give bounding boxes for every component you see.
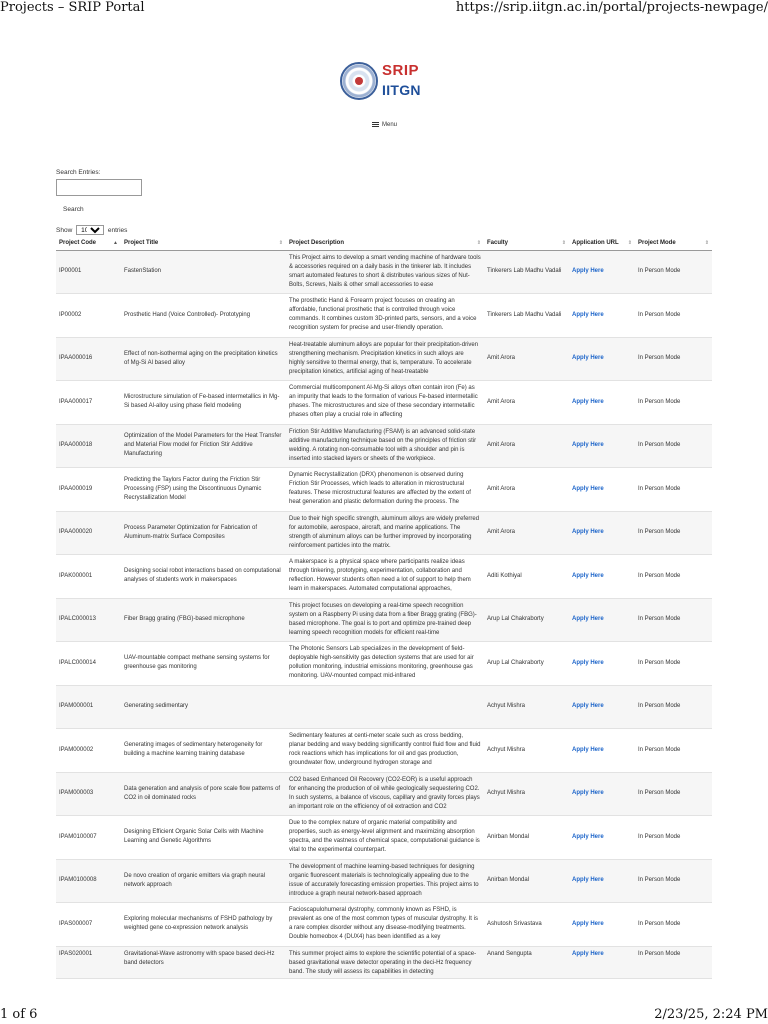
page-title: Projects – SRIP Portal — [0, 0, 145, 15]
column-header-label: Faculty — [487, 239, 509, 246]
column-header-url[interactable] — [569, 236, 635, 250]
table-row — [56, 642, 712, 686]
cell-project-title: Generating images of sedimentary heterogeneity for building a machine learning training database — [121, 729, 286, 773]
cell-project-code: IPAA000017 — [56, 381, 121, 425]
column-header-label: Project Title — [124, 239, 159, 246]
description-text: CO2 based Enhanced Oil Recovery (CO2-EOR) is a useful approach for enhancing the production of oil while geologically sequestering CO2. In such systems, a balance of viscous, capillary and gravity forces plays an important role on the efficiency of oil extraction and CO2 — [289, 776, 480, 810]
cell-project-title: Optimization of the Model Parameters for the Heat Transfer and Material Flow model for Friction Stir Additive Manufacturing — [121, 424, 286, 468]
column-header-label: Project Mode — [638, 239, 676, 246]
cell-faculty: Ashutosh Srivastava — [484, 903, 569, 947]
cell-faculty: Amit Arora — [484, 511, 569, 555]
table-row — [56, 903, 712, 947]
cell-faculty: Aditi Kothiyal — [484, 555, 569, 599]
cell-project-mode: In Person Mode — [635, 250, 712, 294]
cell-project-mode: In Person Mode — [635, 642, 712, 686]
cell-project-code: IP00001 — [56, 250, 121, 294]
cell-application-url — [569, 555, 635, 599]
table-row — [56, 772, 712, 816]
cell-project-mode: In Person Mode — [635, 511, 712, 555]
cell-faculty: Arup Lal Chakraborty — [484, 642, 569, 686]
description-text: This Project aims to develop a smart vending machine of hardware tools & accessories required on a daily basis in the tinkerer lab. It includes smart automated features to short & distributes various sizes of Nut-Bolts, Screws, Nails & other small accessories to ease — [289, 254, 481, 288]
cell-project-title: Exploring molecular mechanisms of FSHD pathology by weighted gene co-expression network analysis — [121, 903, 286, 947]
cell-project-mode: In Person Mode — [635, 598, 712, 642]
cell-faculty: Amit Arora — [484, 381, 569, 425]
cell-project-mode: In Person Mode — [635, 555, 712, 599]
column-header-description[interactable] — [286, 236, 484, 250]
search-input[interactable] — [56, 179, 142, 196]
table-row — [56, 424, 712, 468]
cell-project-description — [286, 381, 484, 425]
cell-project-mode: In Person Mode — [635, 816, 712, 860]
cell-project-mode: In Person Mode — [635, 381, 712, 425]
cell-application-url — [569, 903, 635, 947]
print-datetime: 2/23/25, 2:24 PM — [654, 1007, 768, 1022]
cell-faculty: Achyut Mishra — [484, 685, 569, 729]
cell-project-code: IPAM000001 — [56, 685, 121, 729]
cell-faculty: Amit Arora — [484, 337, 569, 381]
cell-project-title: Gravitational-Wave astronomy with space based deci-Hz band detectors — [121, 946, 286, 978]
table-row — [56, 511, 712, 555]
apply-here-link[interactable]: Apply Here — [572, 268, 604, 275]
cell-project-mode: In Person Mode — [635, 946, 712, 978]
table-row — [56, 946, 712, 978]
apply-here-link[interactable]: Apply Here — [572, 703, 604, 710]
cell-project-description — [286, 468, 484, 512]
description-text: This summer project aims to explore the scientific potential of a space-based gravitational wave detector operating in the deci-Hz frequency band. The study will assess its capabilities in detecting — [289, 950, 477, 975]
cell-project-mode: In Person Mode — [635, 337, 712, 381]
sort-icon: ⇕ — [278, 240, 283, 246]
cell-project-title: Designing Efficient Organic Solar Cells with Machine Learning and Genetic Algorithms — [121, 816, 286, 860]
menu-label: Menu — [382, 122, 398, 129]
cell-project-description — [286, 424, 484, 468]
cell-project-code: IPAM0100008 — [56, 859, 121, 903]
apply-here-link[interactable]: Apply Here — [572, 616, 604, 623]
cell-project-title: Effect of non-isothermal aging on the precipitation kinetics of Mg-Si Al based alloy — [121, 337, 286, 381]
menu-toggle[interactable] — [372, 122, 397, 128]
cell-project-title: Fiber Bragg grating (FBG)-based microphone — [121, 598, 286, 642]
table-row — [56, 294, 712, 338]
cell-project-code: IPAS000007 — [56, 903, 121, 947]
table-body — [56, 250, 712, 978]
cell-project-title: De novo creation of organic emitters via graph neural network approach — [121, 859, 286, 903]
column-header-faculty[interactable] — [484, 236, 569, 250]
cell-project-description — [286, 555, 484, 599]
cell-project-code: IPALC000013 — [56, 598, 121, 642]
cell-project-mode: In Person Mode — [635, 424, 712, 468]
cell-project-description — [286, 859, 484, 903]
entries-length-control — [56, 225, 127, 236]
sort-icon: ⇕ — [627, 240, 632, 246]
page-number: 1 of 6 — [0, 1007, 38, 1022]
description-text: Dynamic Recrystallization (DRX) phenomenon is observed during Friction Stir Processes, which leads to alteration in microstructural features. These microstructural features are affected by the extent of heat generation and plastic deformation during the process. The — [289, 472, 471, 506]
table-row — [56, 337, 712, 381]
sort-icon: ⇕ — [476, 240, 481, 246]
cell-project-title: FastenStation — [121, 250, 286, 294]
apply-here-link[interactable]: Apply Here — [572, 746, 604, 753]
search-button[interactable]: Search — [56, 202, 90, 216]
column-header-label: Project Description — [289, 239, 345, 246]
cell-application-url — [569, 424, 635, 468]
description-text: Due to their high specific strength, aluminum alloys are widely preferred for automobile, aerospace, aircraft, and marine applications. The strength of aluminum alloys can be further improved by incorporating reinforcement particles into the matrix. — [289, 515, 480, 549]
description-text: Heat-treatable aluminum alloys are popular for their precipitation-driven strengthening mechanism. Precipitation kinetics in such alloys are highly sensitive to thermal energy, that is, temperature. To accelerate precipitation kinetics, artificial aging of heat-treatable — [289, 341, 479, 375]
table-row — [56, 729, 712, 773]
cell-application-url — [569, 816, 635, 860]
cell-project-description — [286, 816, 484, 860]
cell-project-mode: In Person Mode — [635, 729, 712, 773]
table-row — [56, 555, 712, 599]
cell-project-title: Designing social robot interactions based on computational analyses of students work in makerspaces — [121, 555, 286, 599]
cell-project-mode: In Person Mode — [635, 859, 712, 903]
cell-project-description — [286, 772, 484, 816]
cell-project-code: IPAA000018 — [56, 424, 121, 468]
table-row — [56, 598, 712, 642]
apply-here-link[interactable]: Apply Here — [572, 920, 604, 927]
description-text: Due to the complex nature of organic material compatibility and properties, such as energy-level alignment and maximizing absorption spectra, and the vastness of chemical space, computational guidance is vital to the experimental counterpart. — [289, 820, 480, 854]
table-header-row — [56, 236, 712, 250]
cell-application-url — [569, 859, 635, 903]
page-url: https://srip.iitgn.ac.in/portal/projects-newpage/ — [455, 0, 768, 15]
description-text: The development of machine learning-based techniques for designing organic fluorescent materials is technologically appealing due to the issue of accurately forecasting emission properties. This project aims to introduce a graph neural network-based approach — [289, 863, 479, 897]
search-label: Search Entries: — [56, 169, 101, 176]
cell-application-url — [569, 642, 635, 686]
apply-here-link[interactable]: Apply Here — [572, 833, 604, 840]
cell-project-code: IPAS020001 — [56, 946, 121, 978]
entries-select[interactable] — [76, 225, 104, 235]
description-text: This project focuses on developing a real-time speech recognition system on a Raspberry Pi using data from a fiber Bragg grating (FBG)-based microphone. The goal is to port and optimize pre-trained deep learning speech recognition models for efficient real-time — [289, 602, 477, 636]
cell-application-url — [569, 511, 635, 555]
cell-project-code: IPAA000016 — [56, 337, 121, 381]
cell-project-mode: In Person Mode — [635, 468, 712, 512]
sort-icon: ⇕ — [704, 240, 709, 246]
apply-here-link[interactable]: Apply Here — [572, 311, 604, 318]
cell-faculty: Tinkerers Lab Madhu Vadali — [484, 250, 569, 294]
cell-faculty: Amit Arora — [484, 468, 569, 512]
table-row — [56, 381, 712, 425]
cell-project-title: Predicting the Taylors Factor during the Friction Stir Processing (FSP) using the Discontinuous Dynamic Recrystallization Model — [121, 468, 286, 512]
cell-project-title: Generating sedimentary — [121, 685, 286, 729]
cell-application-url — [569, 294, 635, 338]
column-header-title[interactable] — [121, 236, 286, 250]
cell-project-description — [286, 294, 484, 338]
table-row — [56, 859, 712, 903]
cell-project-mode: In Person Mode — [635, 685, 712, 729]
cell-project-title: UAV-mountable compact methane sensing systems for greenhouse gas monitoring — [121, 642, 286, 686]
cell-faculty: Achyut Mishra — [484, 772, 569, 816]
description-text: The Photonic Sensors Lab specializes in the development of field-deployable high-sensitivity gas detection systems that are used for air pollution monitoring, industrial emissions monitoring, greenhouse gas monitoring. UAV-mounted compact mid-infrared — [289, 646, 474, 680]
cell-faculty: Anirban Mondal — [484, 859, 569, 903]
apply-here-link[interactable]: Apply Here — [572, 442, 604, 449]
cell-application-url — [569, 337, 635, 381]
cell-project-description — [286, 903, 484, 947]
apply-here-link[interactable]: Apply Here — [572, 355, 604, 362]
apply-here-link[interactable]: Apply Here — [572, 659, 604, 666]
cell-project-code: IPAM0100007 — [56, 816, 121, 860]
cell-project-description — [286, 729, 484, 773]
apply-here-link[interactable]: Apply Here — [572, 790, 604, 797]
cell-faculty: Achyut Mishra — [484, 729, 569, 773]
cell-project-code: IPALC000014 — [56, 642, 121, 686]
cell-application-url — [569, 250, 635, 294]
cell-project-title: Process Parameter Optimization for Fabrication of Aluminum-matrix Surface Composites — [121, 511, 286, 555]
logo-text-iitgn: IITGN — [382, 82, 421, 98]
description-text: The prosthetic Hand & Forearm project focuses on creating an affordable, functional prosthetic that is controlled through voice commands. It combines custom 3D-printed parts, sensors, and a voice recognition system for precise and user-friendly operation. — [289, 298, 477, 332]
cell-project-description — [286, 598, 484, 642]
table-row — [56, 468, 712, 512]
cell-faculty: Anirban Mondal — [484, 816, 569, 860]
cell-application-url — [569, 685, 635, 729]
cell-faculty: Amit Arora — [484, 424, 569, 468]
cell-project-code: IPAA000020 — [56, 511, 121, 555]
sort-icon: ⇕ — [561, 240, 566, 246]
cell-faculty: Tinkerers Lab Madhu Vadali — [484, 294, 569, 338]
cell-project-title: Data generation and analysis of pore scale flow patterns of CO2 in oil dominated rocks — [121, 772, 286, 816]
cell-project-code: IPAM000002 — [56, 729, 121, 773]
cell-project-description — [286, 250, 484, 294]
cell-project-title: Prosthetic Hand (Voice Controlled)- Prototyping — [121, 294, 286, 338]
table-row — [56, 250, 712, 294]
srip-logo[interactable] — [340, 60, 430, 106]
cell-application-url — [569, 381, 635, 425]
show-label: Show — [56, 227, 73, 234]
description-text: Facioscapulohumeral dystrophy, commonly known as FSHD, is prevalent as one of the most common types of muscular dystrophy. It is a rare complex disorder without any disease-modifying treatments. Double homeobox 4 (DUX4) has been identified as a key — [289, 907, 478, 941]
cell-application-url — [569, 598, 635, 642]
cell-faculty: Arup Lal Chakraborty — [484, 598, 569, 642]
sort-asc-icon: ▲ — [113, 240, 118, 246]
column-header-label: Application URL — [572, 239, 619, 246]
cell-project-code: IPAA000019 — [56, 468, 121, 512]
logo-text-srip: SRIP — [382, 62, 420, 79]
cell-project-code: IP00002 — [56, 294, 121, 338]
apply-here-link[interactable]: Apply Here — [572, 485, 604, 492]
description-text: Commercial multicomponent Al-Mg-Si alloys often contain iron (Fe) as an impurity that leads to the formation of various Fe-based intermetallic phases. The microstructures and size of these secondary intermetallic phases often play a crucial role in affecting — [289, 385, 478, 419]
column-header-mode[interactable] — [635, 236, 712, 250]
column-header-label: Project Code — [59, 239, 97, 246]
cell-project-code: IPAK000001 — [56, 555, 121, 599]
table-row — [56, 816, 712, 860]
print-header — [0, 0, 768, 18]
cell-project-description — [286, 642, 484, 686]
cell-project-description — [286, 946, 484, 978]
apply-here-link[interactable]: Apply Here — [572, 398, 604, 405]
projects-table — [56, 236, 712, 979]
cell-project-description — [286, 511, 484, 555]
cell-application-url — [569, 729, 635, 773]
apply-here-link[interactable]: Apply Here — [572, 950, 604, 957]
cell-faculty: Anand Sengupta — [484, 946, 569, 978]
column-header-code[interactable] — [56, 236, 121, 250]
apply-here-link[interactable]: Apply Here — [572, 572, 604, 579]
table-row — [56, 685, 712, 729]
cell-project-code: IPAM000003 — [56, 772, 121, 816]
cell-project-mode: In Person Mode — [635, 772, 712, 816]
description-text: A makerspace is a physical space where participants realize ideas through tinkering, prototyping, experimentation, collaboration and reflection. However students often need a lot of support to help them learn in makerspaces. Automated computational approaches, — [289, 559, 471, 593]
cell-project-description — [286, 337, 484, 381]
cell-application-url — [569, 468, 635, 512]
description-text: Sedimentary features at centi-meter scale such as cross bedding, planar bedding and wavy bedding significantly control fluid flow and fluid rock reactions which has implications for oil and gas production, groundwater flow, underground hydrogen storage and — [289, 733, 481, 767]
cell-project-mode: In Person Mode — [635, 294, 712, 338]
iitgn-seal-icon — [340, 62, 378, 100]
cell-application-url — [569, 772, 635, 816]
entries-label: entries — [107, 227, 128, 234]
cell-project-title: Microstructure simulation of Fe-based intermetallics in Mg-Si based Al-alloy using phase field modeling — [121, 381, 286, 425]
cell-project-mode: In Person Mode — [635, 903, 712, 947]
apply-here-link[interactable]: Apply Here — [572, 529, 604, 536]
hamburger-icon — [372, 122, 379, 127]
description-text: Friction Stir Additive Manufacturing (FSAM) is an advanced solid-state additive manufacturing technique based on the principles of friction stir welding. A rotating non-consumable tool with a shoulder and pin is inserted into stacked layers or sheets of the workpiece. — [289, 428, 477, 462]
cell-project-description — [286, 685, 484, 729]
cell-application-url — [569, 946, 635, 978]
apply-here-link[interactable]: Apply Here — [572, 877, 604, 884]
